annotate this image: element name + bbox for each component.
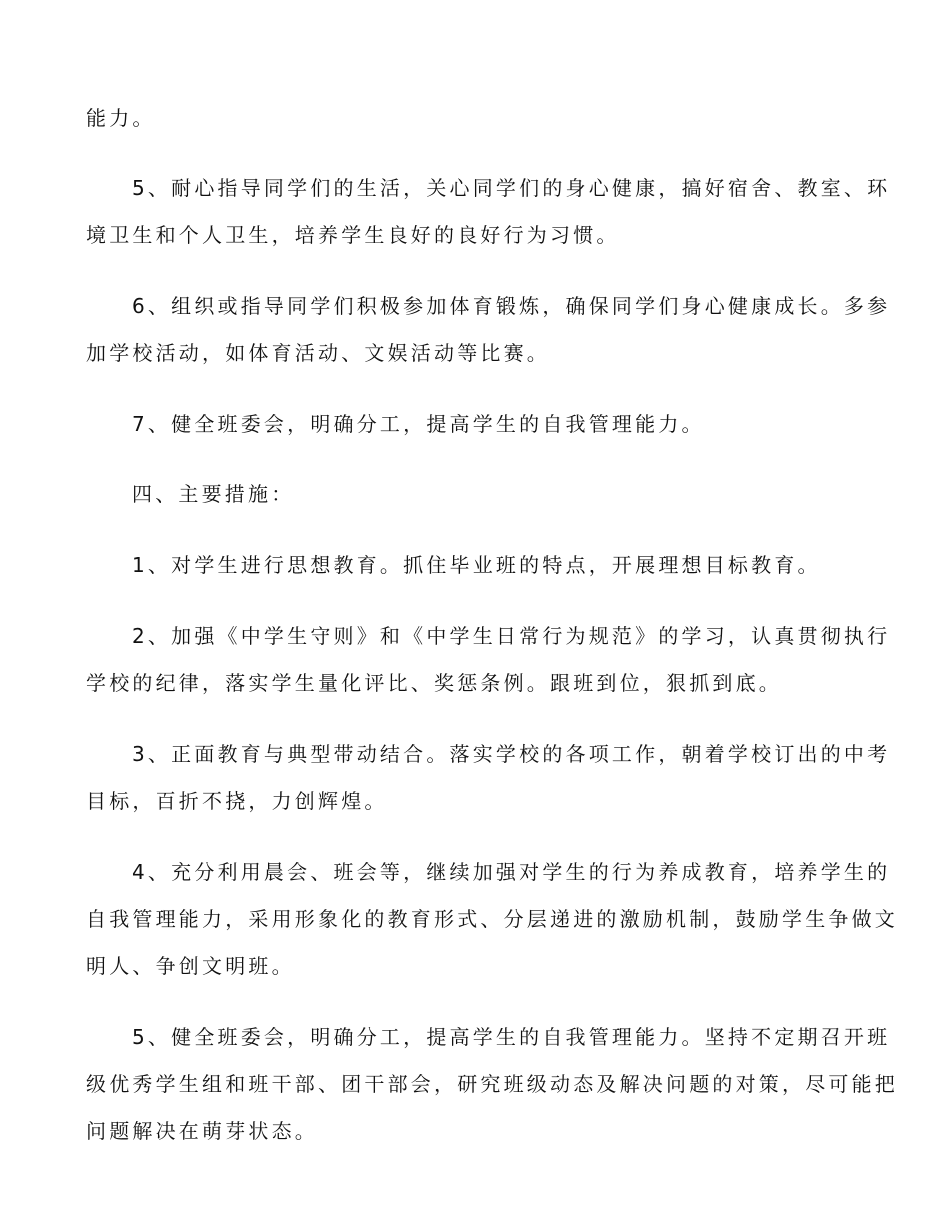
section-heading: 四、主要措施： bbox=[132, 482, 295, 506]
paragraph-line: 6、组织或指导同学们积极参加体育锻炼，确保同学们身心健康成长。多参 bbox=[132, 294, 891, 318]
text-line: 目标，百折不挠，力创辉煌。 bbox=[86, 789, 388, 813]
text-line: 自我管理能力，采用形象化的教育形式、分层递进的激励机制，鼓励学生争做文 bbox=[86, 907, 898, 931]
paragraph-line: 5、健全班委会，明确分工，提高学生的自我管理能力。坚持不定期召开班 bbox=[132, 1025, 891, 1049]
paragraph-line: 5、耐心指导同学们的生活，关心同学们的身心健康，搞好宿舍、教室、环 bbox=[132, 176, 891, 200]
paragraph-line: 2、加强《中学生守则》和《中学生日常行为规范》的学习，认真贯彻执行 bbox=[132, 624, 891, 648]
text-line: 级优秀学生组和班干部、团干部会，研究班级动态及解决问题的对策，尽可能把 bbox=[86, 1072, 898, 1096]
paragraph-line: 7、健全班委会，明确分工，提高学生的自我管理能力。 bbox=[132, 412, 705, 436]
text-line: 明人、争创文明班。 bbox=[86, 954, 295, 978]
text-line: 能力。 bbox=[86, 106, 156, 130]
paragraph-line: 4、充分利用晨会、班会等，继续加强对学生的行为养成教育，培养学生的 bbox=[132, 860, 891, 884]
text-line: 加学校活动，如体育活动、文娱活动等比赛。 bbox=[86, 341, 550, 365]
paragraph-line: 3、正面教育与典型带动结合。落实学校的各项工作，朝着学校订出的中考 bbox=[132, 742, 891, 766]
text-line: 境卫生和个人卫生，培养学生良好的良好行为习惯。 bbox=[86, 223, 620, 247]
text-line: 问题解决在萌芽状态。 bbox=[86, 1119, 318, 1143]
paragraph-line: 1、对学生进行思想教育。抓住毕业班的特点，开展理想目标教育。 bbox=[132, 553, 821, 577]
text-line: 学校的纪律，落实学生量化评比、奖惩条例。跟班到位，狠抓到底。 bbox=[86, 671, 782, 695]
